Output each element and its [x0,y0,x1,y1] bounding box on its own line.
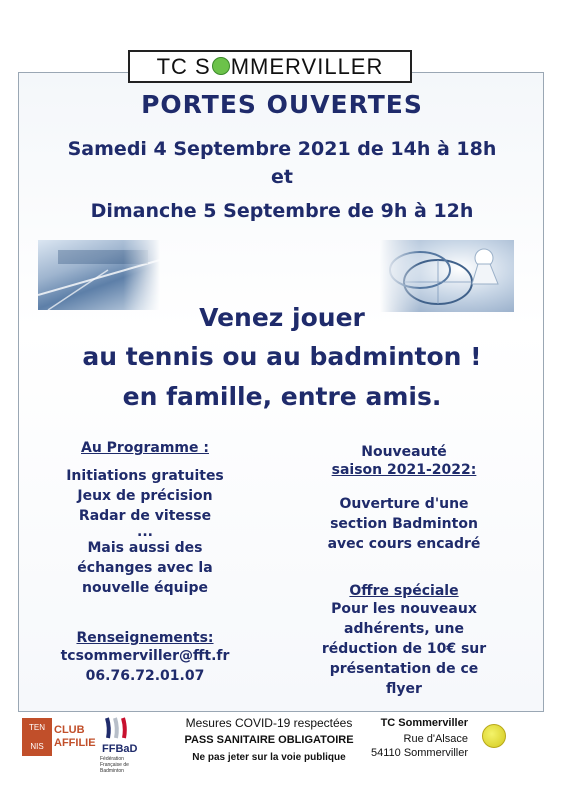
logo-text-bottom: NIS [30,742,44,751]
program-heading: Au Programme : [81,440,209,456]
club-affilie-label [54,724,96,750]
offer-line: Pour les nouveaux [331,601,477,617]
program-line: Jeux de précision [77,488,213,504]
ffbad-subtitle: Fédération Française de Badminton [100,756,129,774]
news-line: Ouverture d'une [339,496,469,512]
club-line1: CLUB [54,724,85,736]
program-line: échanges avec la [77,560,213,576]
program-section [30,440,260,598]
offer-heading: Offre spéciale [349,583,459,599]
address-name: TC Sommerviller [380,717,468,729]
offer-line: réduction de 10€ sur [321,641,487,657]
offer-line: flyer [386,681,422,697]
contact-email[interactable]: tcsommerviller@fft.fr [60,648,230,664]
headline-line-1: Venez jouer [199,303,365,332]
tennis-court-photo [38,240,160,310]
offer-line: présentation de ce [329,661,479,677]
contact-section [30,630,260,686]
date-connector: et [271,166,293,188]
date-line-sunday: Dimanche 5 Septembre de 9h à 12h [90,200,474,222]
tennis-ball-icon [482,724,506,748]
news-section [290,442,518,554]
club-name-suffix: MMERVILLER [230,54,384,79]
date-line-saturday: Samedi 4 Septembre 2021 de 14h à 18h [67,138,497,160]
ffbad-flag-icon [104,716,130,740]
badminton-racket-photo [380,240,514,312]
program-line: Mais aussi des [87,540,203,556]
covid-notice: Mesures COVID-19 respectées [185,716,353,730]
tennis-ball-icon [212,57,230,75]
news-line: avec cours encadré [327,536,481,552]
ffbad-label: FFBaD [102,743,138,755]
program-ellipsis: ... [137,524,153,540]
headline-line-3: en famille, entre amis. [122,382,442,411]
tennis-club-logo [22,718,52,756]
address-street: Rue d'Alsace [403,733,468,745]
program-line: nouvelle équipe [82,580,208,596]
poster-title: PORTES OUVERTES [141,90,423,119]
contact-heading: Renseignements: [76,630,214,646]
club-name-prefix: TC S [156,54,211,79]
headline-line-2: au tennis ou au badminton ! [82,342,482,371]
pass-sanitaire-notice: PASS SANITAIRE OBLIGATOIRE [184,734,354,746]
club-name-box [128,50,412,83]
news-line: section Badminton [330,516,478,532]
program-line: Radar de vitesse [78,508,212,524]
contact-phone[interactable]: 06.76.72.01.07 [85,668,205,684]
address-city: 54110 Sommerviller [370,747,468,759]
club-line2: AFFILIE [54,737,96,749]
program-line: Initiations gratuites [66,468,224,484]
offer-section [290,583,518,699]
news-heading-line1: Nouveauté [361,444,447,460]
offer-line: adhérents, une [344,621,464,637]
do-not-litter-notice: Ne pas jeter sur la voie publique [192,752,346,763]
news-heading-line2: saison 2021-2022: [331,462,477,478]
logo-text-top: TEN [29,723,45,732]
